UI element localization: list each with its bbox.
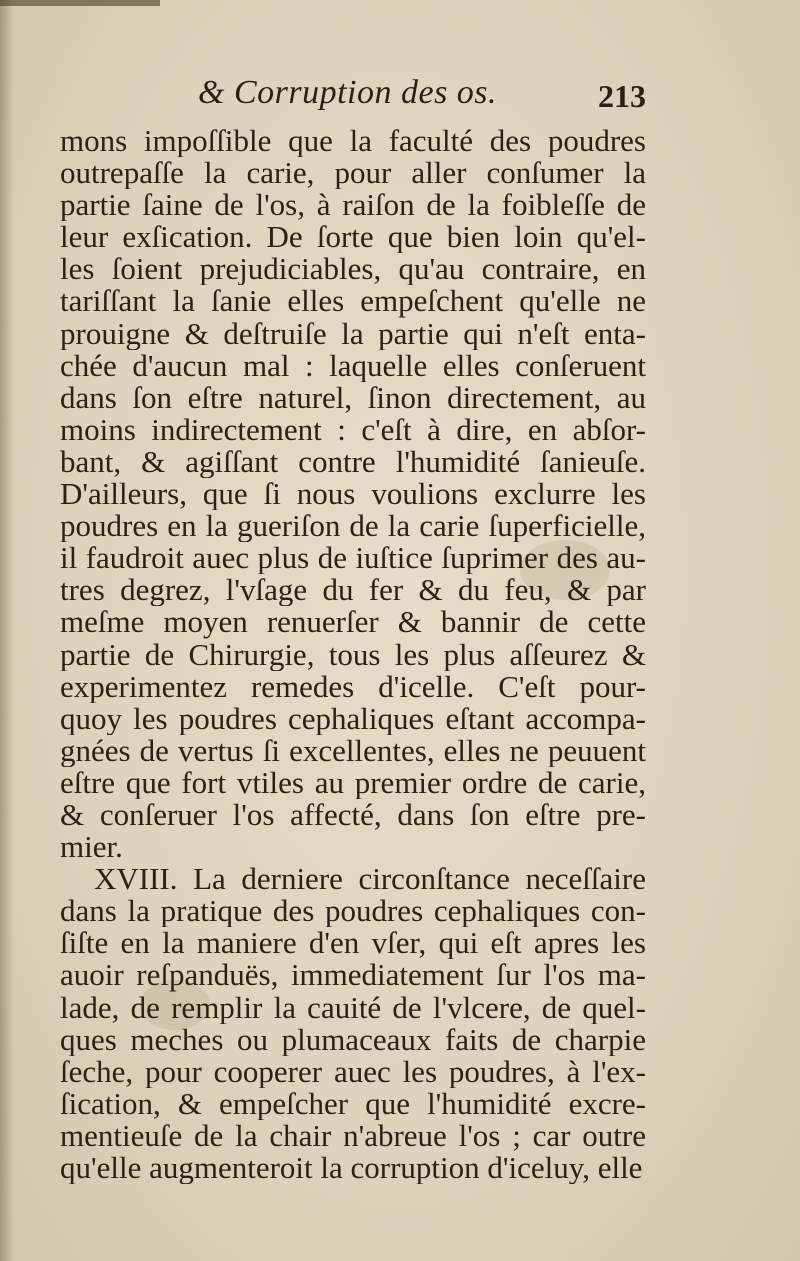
text-line: chée d'aucun mal : laquelle elles conſeruent xyxy=(60,349,646,382)
text-line: il faudroit auec plus de iuſtice ſuprimer des au- xyxy=(60,542,646,575)
running-title: & Corruption des os. xyxy=(198,74,498,111)
text-line: quoy les poudres cephaliques eſtant accompa- xyxy=(60,702,646,735)
text-line: tres degrez, l'vſage du fer & du feu, & par xyxy=(60,574,646,607)
text-line: experimentez remedes d'icelle. C'eſt pour- xyxy=(60,670,646,703)
text-line: partie de Chirurgie, tous les plus aſſeurez & xyxy=(60,638,646,671)
text-line: mier. xyxy=(60,831,123,864)
text-line: outrepaſſe la carie, pour aller conſumer la xyxy=(60,157,646,190)
text-line: lade, de remplir la cauité de l'vlcere, de quel- xyxy=(60,991,646,1024)
text-line: meſme moyen renuerſer & bannir de cette xyxy=(60,606,646,639)
page-number: 213 xyxy=(598,78,646,114)
text-line: tariſſant la ſanie elles empeſchent qu'elle ne xyxy=(60,285,646,318)
text-line: partie ſaine de l'os, à raiſon de la foibleſſe de xyxy=(60,189,646,222)
text-line: gnées de vertus ſi excellentes, elles ne peuuent xyxy=(60,734,646,767)
text-line: dans ſon eſtre naturel, ſinon directement, au xyxy=(60,381,646,414)
text-line: poudres en la gueriſon de la carie ſuperficielle, xyxy=(60,510,646,543)
top-edge-mark xyxy=(0,0,160,6)
text-line: D'ailleurs, que ſi nous voulions exclurre les xyxy=(60,478,646,511)
text-line: leur exſication. De ſorte que bien loin qu'el- xyxy=(60,221,646,254)
text-line: eſtre que fort vtiles au premier ordre de carie, xyxy=(60,766,646,799)
text-line: bant, & agiſſant contre l'humidité ſanieuſe. xyxy=(60,445,646,479)
text-line: XVIII. La derniere circonſtance neceſſaire xyxy=(94,863,646,896)
text-line: ſeche, pour cooperer auec les poudres, à l'ex- xyxy=(60,1055,646,1088)
text-line: les ſoient prejudiciables, qu'au contraire, en xyxy=(60,253,646,286)
text-line: qu'elle augmenteroit la corruption d'iceluy, elle xyxy=(60,1152,643,1185)
page-edge-shadow xyxy=(0,0,14,1261)
text-line: ques meches ou plumaceaux faits de charpie xyxy=(60,1023,646,1056)
text-line: auoir reſpanduës, immediatement ſur l'os ma- xyxy=(60,959,646,992)
text-line: ſication, & empeſcher que l'humidité excre- xyxy=(60,1087,646,1120)
text-line: mons impoſſible que la faculté des poudres xyxy=(60,125,646,158)
text-line: prouigne & deſtruiſe la partie qui n'eſt enta- xyxy=(60,317,646,350)
body-text xyxy=(60,125,646,1184)
page-header xyxy=(80,74,648,124)
text-line: moins indirectement : c'eſt à dire, en abſor- xyxy=(60,413,646,446)
text-line: mentieuſe de la chair n'abreue l'os ; car outre xyxy=(60,1119,646,1152)
text-line: dans la pratique des poudres cephaliques con- xyxy=(60,895,646,928)
text-line: ſiſte en la maniere d'en vſer, qui eſt apres les xyxy=(60,927,646,960)
text-line: & conſeruer l'os affecté, dans ſon eſtre pre- xyxy=(60,798,646,832)
